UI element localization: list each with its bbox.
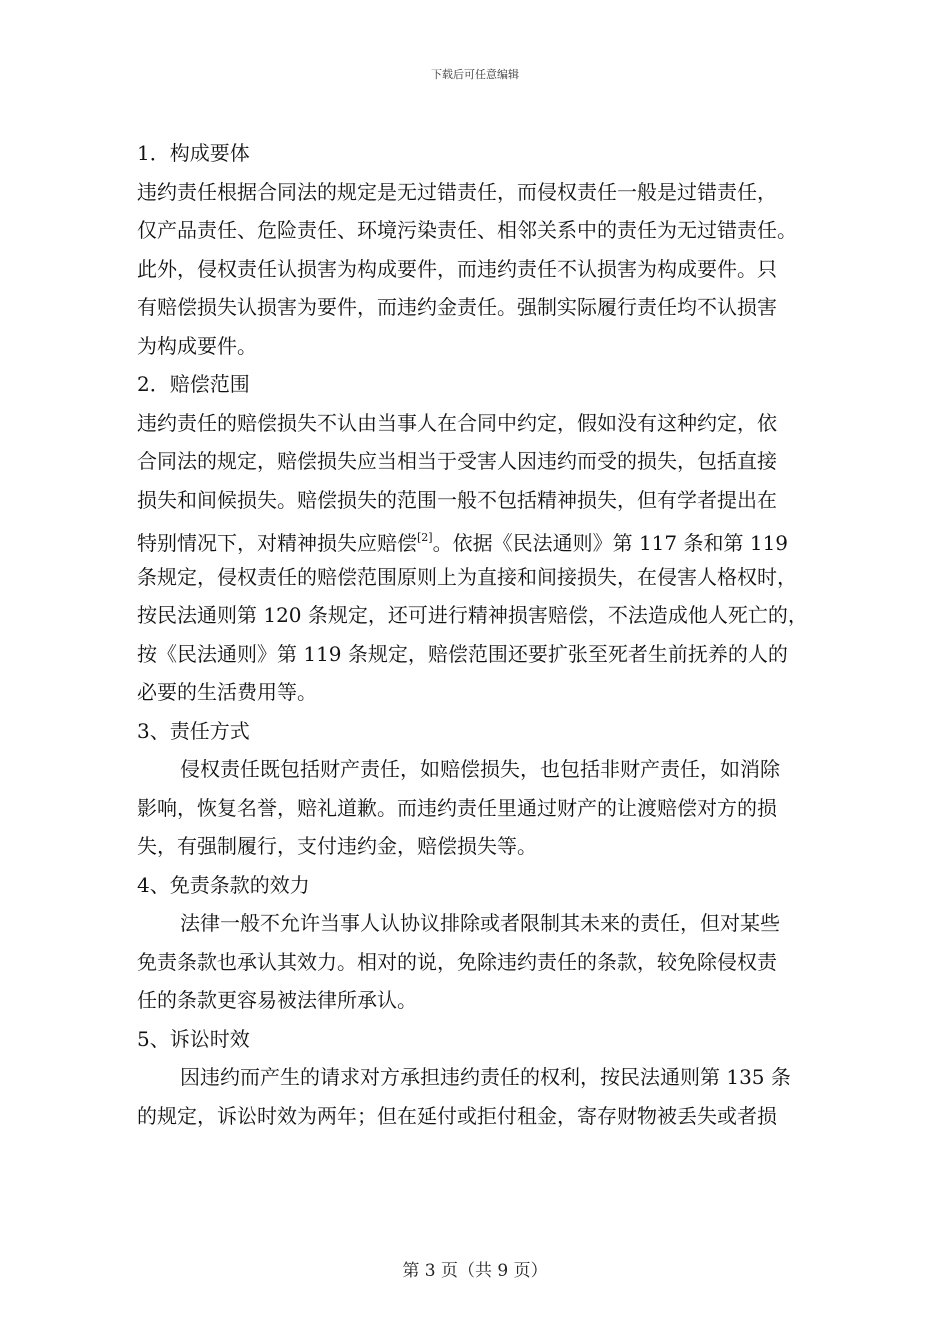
text-line: 法律一般不允许当事人认协议排除或者限制其未来的责任，但对某些 <box>180 911 780 935</box>
text-line: 仅产品责任、危险责任、环境污染责任、相邻关系中的责任为无过错责任。 <box>137 218 797 242</box>
text-line-with-citation <box>137 519 867 558</box>
text-line: 有赔偿损失认损害为要件，而违约金责任。强制实际履行责任均不认损害 <box>137 295 777 319</box>
section-heading: 1．构成要体 <box>137 141 250 165</box>
text-line: 影响，恢复名誉，赔礼道歉。而违约责任里通过财产的让渡赔偿对方的损 <box>137 795 777 820</box>
section-heading: 2．赔偿范围 <box>137 372 250 396</box>
text-line: 此外，侵权责任认损害为构成要件，而违约责任不认损害为构成要件。只 <box>137 256 777 281</box>
text-line: 违约责任的赔偿损失不认由当事人在合同中约定，假如没有这种约定，依 <box>137 410 777 435</box>
header-note: 下载后可任意编辑 <box>431 68 519 81</box>
citation-mark: [2] <box>417 531 433 544</box>
text-line: 按民法通则第 120 条规定，还可进行精神损害赔偿，不法造成他人死亡的， <box>137 603 808 627</box>
text-segment: 。依据《民法通则》第 117 条和第 119 <box>432 531 789 555</box>
text-line: 失，有强制履行，支付违约金，赔偿损失等。 <box>137 834 537 858</box>
text-line: 侵权责任既包括财产责任，如赔偿损失，也包括非财产责任，如消除 <box>180 757 780 781</box>
text-line: 任的条款更容易被法律所承认。 <box>137 988 417 1012</box>
document-body <box>137 134 867 1135</box>
text-line: 损失和间候损失。赔偿损失的范围一般不包括精神损失，但有学者提出在 <box>137 487 777 512</box>
paragraph <box>137 404 867 712</box>
text-line: 必要的生活费用等。 <box>137 680 317 704</box>
paragraph <box>137 904 867 1020</box>
text-segment: 特别情况下，对精神损失应赔偿 <box>137 531 417 555</box>
text-line: 为构成要件。 <box>137 333 257 358</box>
paragraph <box>137 750 867 866</box>
paragraph <box>137 1058 867 1135</box>
page-footer: 第 3 页（共 9 页） <box>402 1261 548 1281</box>
paragraph <box>137 173 867 366</box>
text-line: 免责条款也承认其效力。相对的说，免除违约责任的条款，较免除侵权责 <box>137 949 777 974</box>
text-line: 按《民法通则》第 119 条规定，赔偿范围还要扩张至死者生前抚养的人的 <box>137 641 788 666</box>
section-heading: 4、免责条款的效力 <box>137 872 310 897</box>
text-line: 条规定，侵权责任的赔偿范围原则上为直接和间接损失，在侵害人格权时， <box>137 564 797 589</box>
section-heading: 3、责任方式 <box>137 718 250 743</box>
section-heading: 5、诉讼时效 <box>137 1026 250 1051</box>
text-line: 因违约而产生的请求对方承担违约责任的权利，按民法通则第 135 条 <box>180 1065 791 1089</box>
text-line: 违约责任根据合同法的规定是无过错责任，而侵权责任一般是过错责任， <box>137 179 777 204</box>
text-line: 合同法的规定，赔偿损失应当相当于受害人因违约而受的损失，包括直接 <box>137 449 777 473</box>
text-line: 的规定，诉讼时效为两年；但在延付或拒付租金，寄存财物被丢失或者损 <box>137 1103 777 1128</box>
